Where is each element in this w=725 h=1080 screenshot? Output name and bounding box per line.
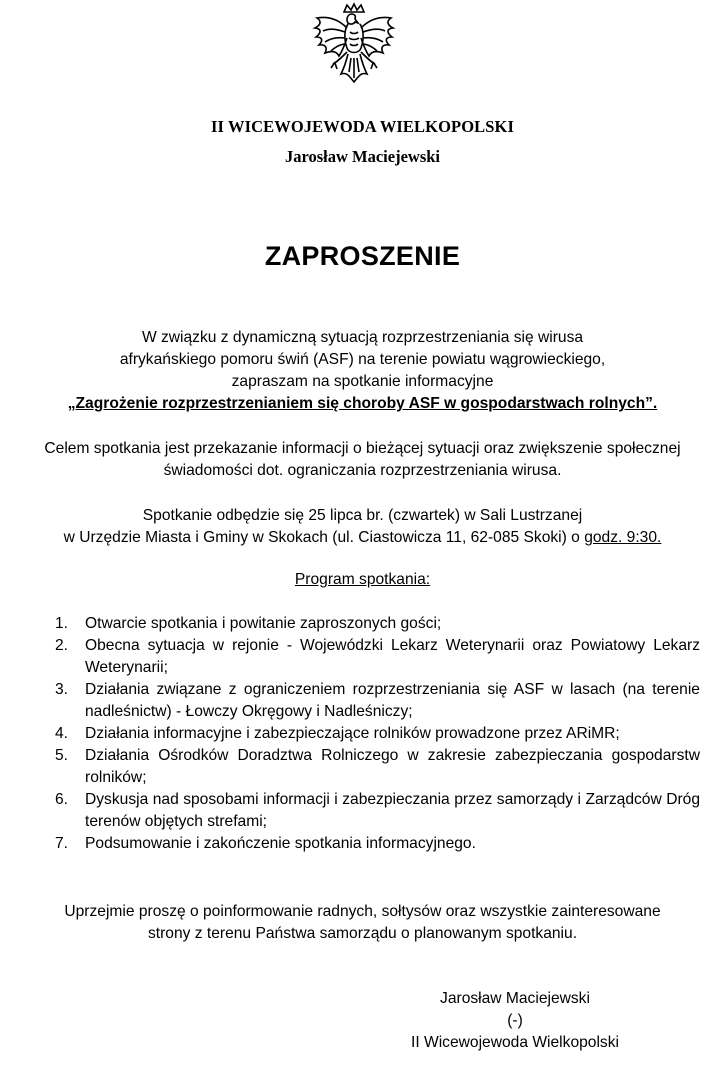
program-list	[52, 613, 700, 855]
program-item-number: 1.	[55, 615, 69, 632]
intro-line-2: afrykańskiego pomoru świń (ASF) na terenie powiatu wągrowieckiego,	[119, 351, 606, 368]
meeting-title: „Zagrożenie rozprzestrzenianiem się choroby ASF w gospodarstwach rolnych”.	[67, 395, 658, 412]
program-item-text: Działania informacyjne i zabezpieczające rolników prowadzone przez ARiMR;	[85, 725, 620, 742]
purpose-paragraph	[0, 438, 725, 482]
program-item-text: Działania związane z ograniczeniem rozprzestrzeniania się ASF w lasach (na terenie nadleśnictw) - Łowczy Okręgowy i Nadleśniczy;	[85, 681, 700, 720]
closing-line-2: strony z terenu Państwa samorządu o planowanym spotkaniu.	[147, 925, 578, 942]
closing-line-1: Uprzejmie proszę o poinformowanie radnych, sołtysów oraz wszystkie zainteresowane	[64, 903, 661, 920]
intro-paragraph	[0, 327, 725, 415]
signature-name: Jarosław Maciejewski	[440, 990, 590, 1007]
program-item	[52, 723, 700, 745]
program-item	[52, 833, 700, 855]
signature-position: II Wicewojewoda Wielkopolski	[411, 1034, 619, 1051]
program-item	[52, 613, 700, 635]
venue-line-1: Spotkanie odbędzie się 25 lipca br. (czwartek) w Sali Lustrzanej	[142, 507, 583, 524]
signature-mark: (-)	[507, 1012, 523, 1029]
official-name: Jarosław Maciejewski	[284, 147, 441, 166]
program-item	[52, 745, 700, 789]
program-item-number: 6.	[55, 791, 69, 808]
purpose-line-2: świadomości dot. ograniczania rozprzestrzeniania wirusa.	[163, 462, 562, 479]
program-item-number: 7.	[55, 835, 69, 852]
venue-line-2-wrap	[0, 527, 725, 549]
program-item-text: Otwarcie spotkania i powitanie zaproszonych gości;	[85, 615, 442, 632]
program-item-number: 5.	[55, 747, 69, 764]
meeting-time: godz. 9:30.	[584, 529, 662, 546]
office-heading: II WICEWOJEWODA WIELKOPOLSKI	[211, 117, 514, 136]
program-item-text: Dyskusja nad sposobami informacji i zabezpieczania przez samorządy i Zarządców Dróg terenów objętych strefami;	[85, 791, 700, 830]
venue-line-2: w Urzędzie Miasta i Gminy w Skokach (ul. Ciastowicza 11, 62-085 Skoki) o	[63, 529, 585, 546]
venue-paragraph	[0, 505, 725, 549]
program-item-number: 2.	[55, 637, 69, 654]
program-item	[52, 789, 700, 833]
program-item-text: Działania Ośrodków Doradztwa Rolniczego w zakresie zabezpieczania gospodarstw rolników;	[85, 747, 700, 786]
closing-paragraph	[0, 901, 725, 945]
program-item	[52, 679, 700, 723]
intro-line-3: zapraszam na spotkanie informacyjne	[231, 373, 494, 390]
intro-line-1: W związku z dynamiczną sytuacją rozprzestrzeniania się wirusa	[141, 329, 584, 346]
signature-block	[390, 988, 640, 1054]
program-item-text: Obecna sytuacja w rejonie - Wojewódzki Lekarz Weterynarii oraz Powiatowy Lekarz Weterynarii;	[85, 637, 700, 676]
program-item	[52, 635, 700, 679]
program-item-number: 4.	[55, 725, 69, 742]
document-title: ZAPROSZENIE	[264, 241, 461, 271]
program-heading: Program spotkania:	[294, 571, 431, 588]
program-item-text: Podsumowanie i zakończenie spotkania informacyjnego.	[85, 835, 476, 852]
program-item-number: 3.	[55, 681, 69, 698]
polish-eagle-emblem	[311, 2, 397, 94]
purpose-line-1: Celem spotkania jest przekazanie informacji o bieżącej sytuacji oraz zwiększenie społecznej	[44, 440, 681, 457]
